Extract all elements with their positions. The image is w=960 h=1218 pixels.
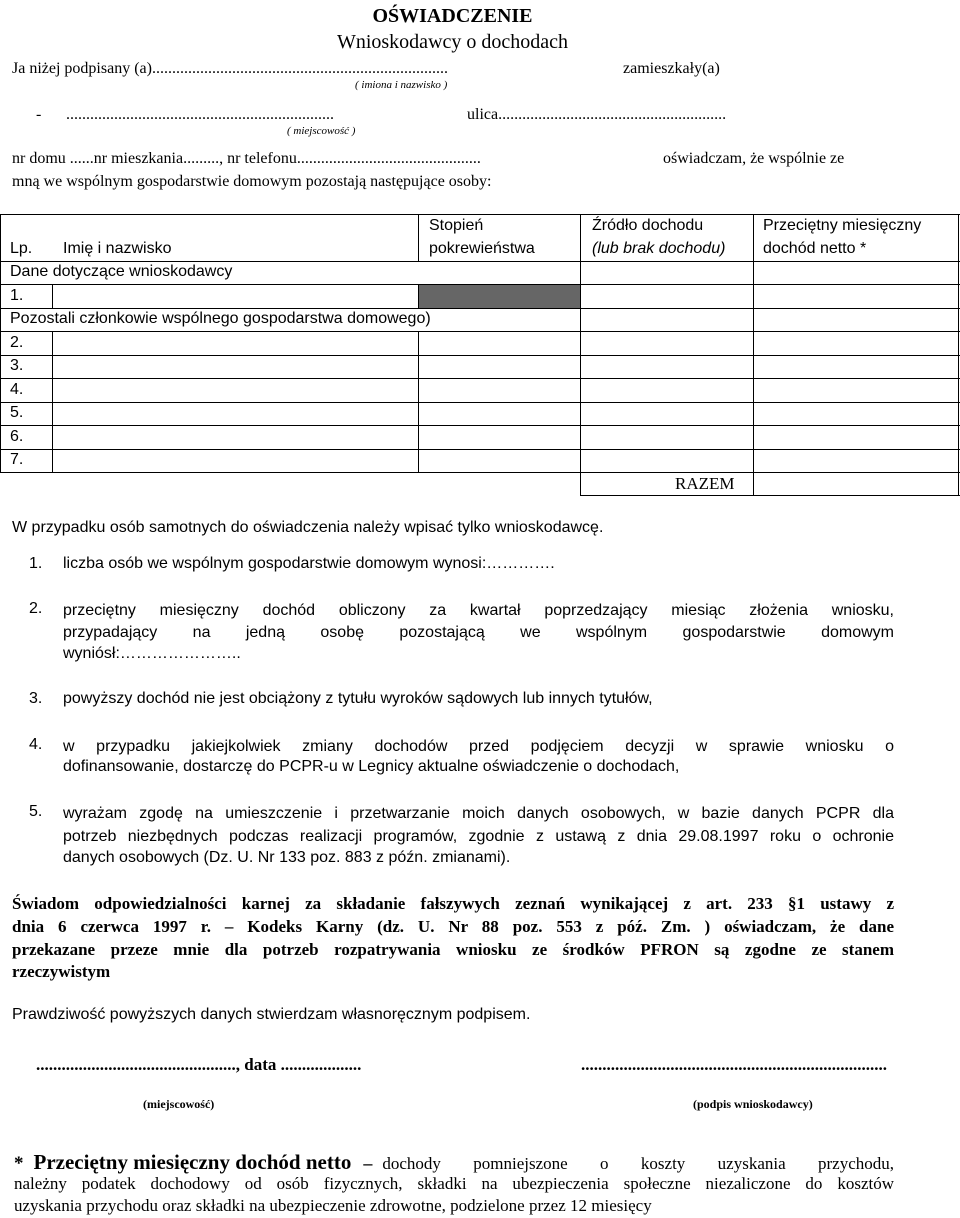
row-number: 1. xyxy=(10,287,24,304)
row-number: 3. xyxy=(10,357,24,374)
statement-text-cont: przypadający na jedną osobę pozostającą we wspólnym gospodarstwie domowym xyxy=(63,624,894,641)
place-label: (miejscowość) xyxy=(143,1097,215,1111)
shaded-cell xyxy=(419,285,580,308)
row-number: 4. xyxy=(10,381,24,398)
footnote-term: Przeciętny miesięczny dochód netto xyxy=(33,1150,352,1174)
section-others: Pozostali członkowie wspólnego gospodarstwa domowego) xyxy=(10,310,431,327)
statement-text-cont: potrzeb niezbędnych podczas realizacji programów, zgodnie z ustawą z dnia 29.08.1997 roku o ochronie xyxy=(63,828,894,845)
statement-text-cont: dofinansowanie, dostarczę do PCPR-u w Legnicy aktualne oświadczenie o dochodach, xyxy=(63,758,680,775)
declaration-continued: mną we wspólnym gospodarstwie domowym pozostają następujące osoby: xyxy=(12,173,492,190)
col-header-relation-1: Stopień xyxy=(429,217,484,234)
col-header-source-1: Źródło dochodu xyxy=(592,217,704,234)
footnote-definition: dochody pomniejszone o koszty uzyskania przychodu, xyxy=(382,1154,894,1173)
col-header-income-1: Przeciętny miesięczny xyxy=(763,217,922,234)
declaration-start: oświadczam, że wspólnie ze xyxy=(663,150,845,167)
single-person-note: W przypadku osób samotnych do oświadczenia należy wpisać tylko wnioskodawcę. xyxy=(12,519,604,536)
footnote-star: * xyxy=(14,1153,24,1174)
statement-text: wyrażam zgodę na umieszczenie i przetwarzanie moich danych osobowych, w bazie danych PCPR dla xyxy=(63,805,894,822)
warning-line: Świadom odpowiedzialności karnej za składanie fałszywych zeznań wynikającej z art. 233 §1 ustawy z xyxy=(12,894,894,913)
address-line: nr domu ......nr mieszkania........., nr telefonu.............................................. xyxy=(12,150,481,167)
footnote-dash: – xyxy=(363,1153,373,1173)
row-number: 7. xyxy=(10,451,24,468)
page-subtitle: Wnioskodawcy o dochodach xyxy=(336,31,569,53)
warning-line: przekazane przeze mnie dla potrzeb rozpatrywania wniosku ze środków PFRON są zgodne ze stanem xyxy=(12,940,894,959)
statement-text: w przypadku jakiejkolwiek zmiany dochodów przed podjęciem decyzji w sprawie wniosku o xyxy=(63,738,894,755)
applicant-name-line: Ja niżej podpisany (a).......................................................................... xyxy=(12,60,448,77)
statement-number: 5. xyxy=(29,803,43,820)
row-number: 5. xyxy=(10,404,24,421)
place-date-field: ..............................................., data ................... xyxy=(36,1055,362,1074)
signature-label: (podpis wnioskodawcy) xyxy=(693,1097,813,1111)
city-line: ................................................................... xyxy=(66,106,334,123)
footnote-line: należny podatek dochodowy od osób fizycznych, składki na ubezpieczenia społeczne niezaliczone do kosztów xyxy=(14,1174,894,1193)
footnote-line: uzyskania przychodu oraz składki na ubezpieczenie zdrowotne, podzielone przez 12 miesięcy xyxy=(14,1196,652,1215)
total-label: RAZEM xyxy=(675,474,735,493)
statement-text: liczba osób we wspólnym gospodarstwie domowym wynosi:…………. xyxy=(63,555,555,572)
section-applicant: Dane dotyczące wnioskodawcy xyxy=(10,263,233,280)
statement-number: 2. xyxy=(29,600,43,617)
confirmation-text: Prawdziwość powyższych danych stwierdzam własnoręcznym podpisem. xyxy=(12,1006,531,1023)
street-line: ulica......................................................... xyxy=(467,106,727,123)
name-hint: ( imiona i nazwisko ) xyxy=(355,79,448,91)
col-header-income-2: dochód netto * xyxy=(763,240,867,257)
row-number: 6. xyxy=(10,428,24,445)
statement-number: 4. xyxy=(29,736,43,753)
col-header-name: Imię i nazwisko xyxy=(63,240,172,257)
col-header-relation-2: pokrewieństwa xyxy=(429,240,535,257)
warning-line: dnia 6 czerwca 1997 r. – Kodeks Karny (dz. U. Nr 88 poz. 553 z póź. Zm. ) oświadczam, że dane xyxy=(12,917,894,936)
signature-field: ........................................................................ xyxy=(581,1055,887,1074)
col-header-source-2: (lub brak dochodu) xyxy=(592,240,726,257)
residence-label: zamieszkały(a) xyxy=(623,60,720,77)
row-number: 2. xyxy=(10,334,24,351)
statement-text: powyższy dochód nie jest obciążony z tytułu wyroków sądowych lub innych tytułów, xyxy=(63,690,653,707)
page-title: OŚWIADCZENIE xyxy=(372,5,533,27)
city-hint: ( miejscowość ) xyxy=(287,125,356,137)
statement-text-cont: wyniósł:………………….. xyxy=(63,645,241,662)
footnote-line xyxy=(14,1150,894,1175)
statement-number: 1. xyxy=(29,555,43,572)
warning-line: rzeczywistym xyxy=(12,962,111,981)
col-header-lp: Lp. xyxy=(10,240,33,257)
dash-marker: - xyxy=(36,106,42,123)
statement-text: przeciętny miesięczny dochód obliczony za kwartał poprzedzający miesiąc złożenia wniosku, xyxy=(63,602,894,619)
statement-text-cont: danych osobowych (Dz. U. Nr 133 poz. 883 z późn. zmianami). xyxy=(63,849,511,866)
statement-number: 3. xyxy=(29,690,43,707)
